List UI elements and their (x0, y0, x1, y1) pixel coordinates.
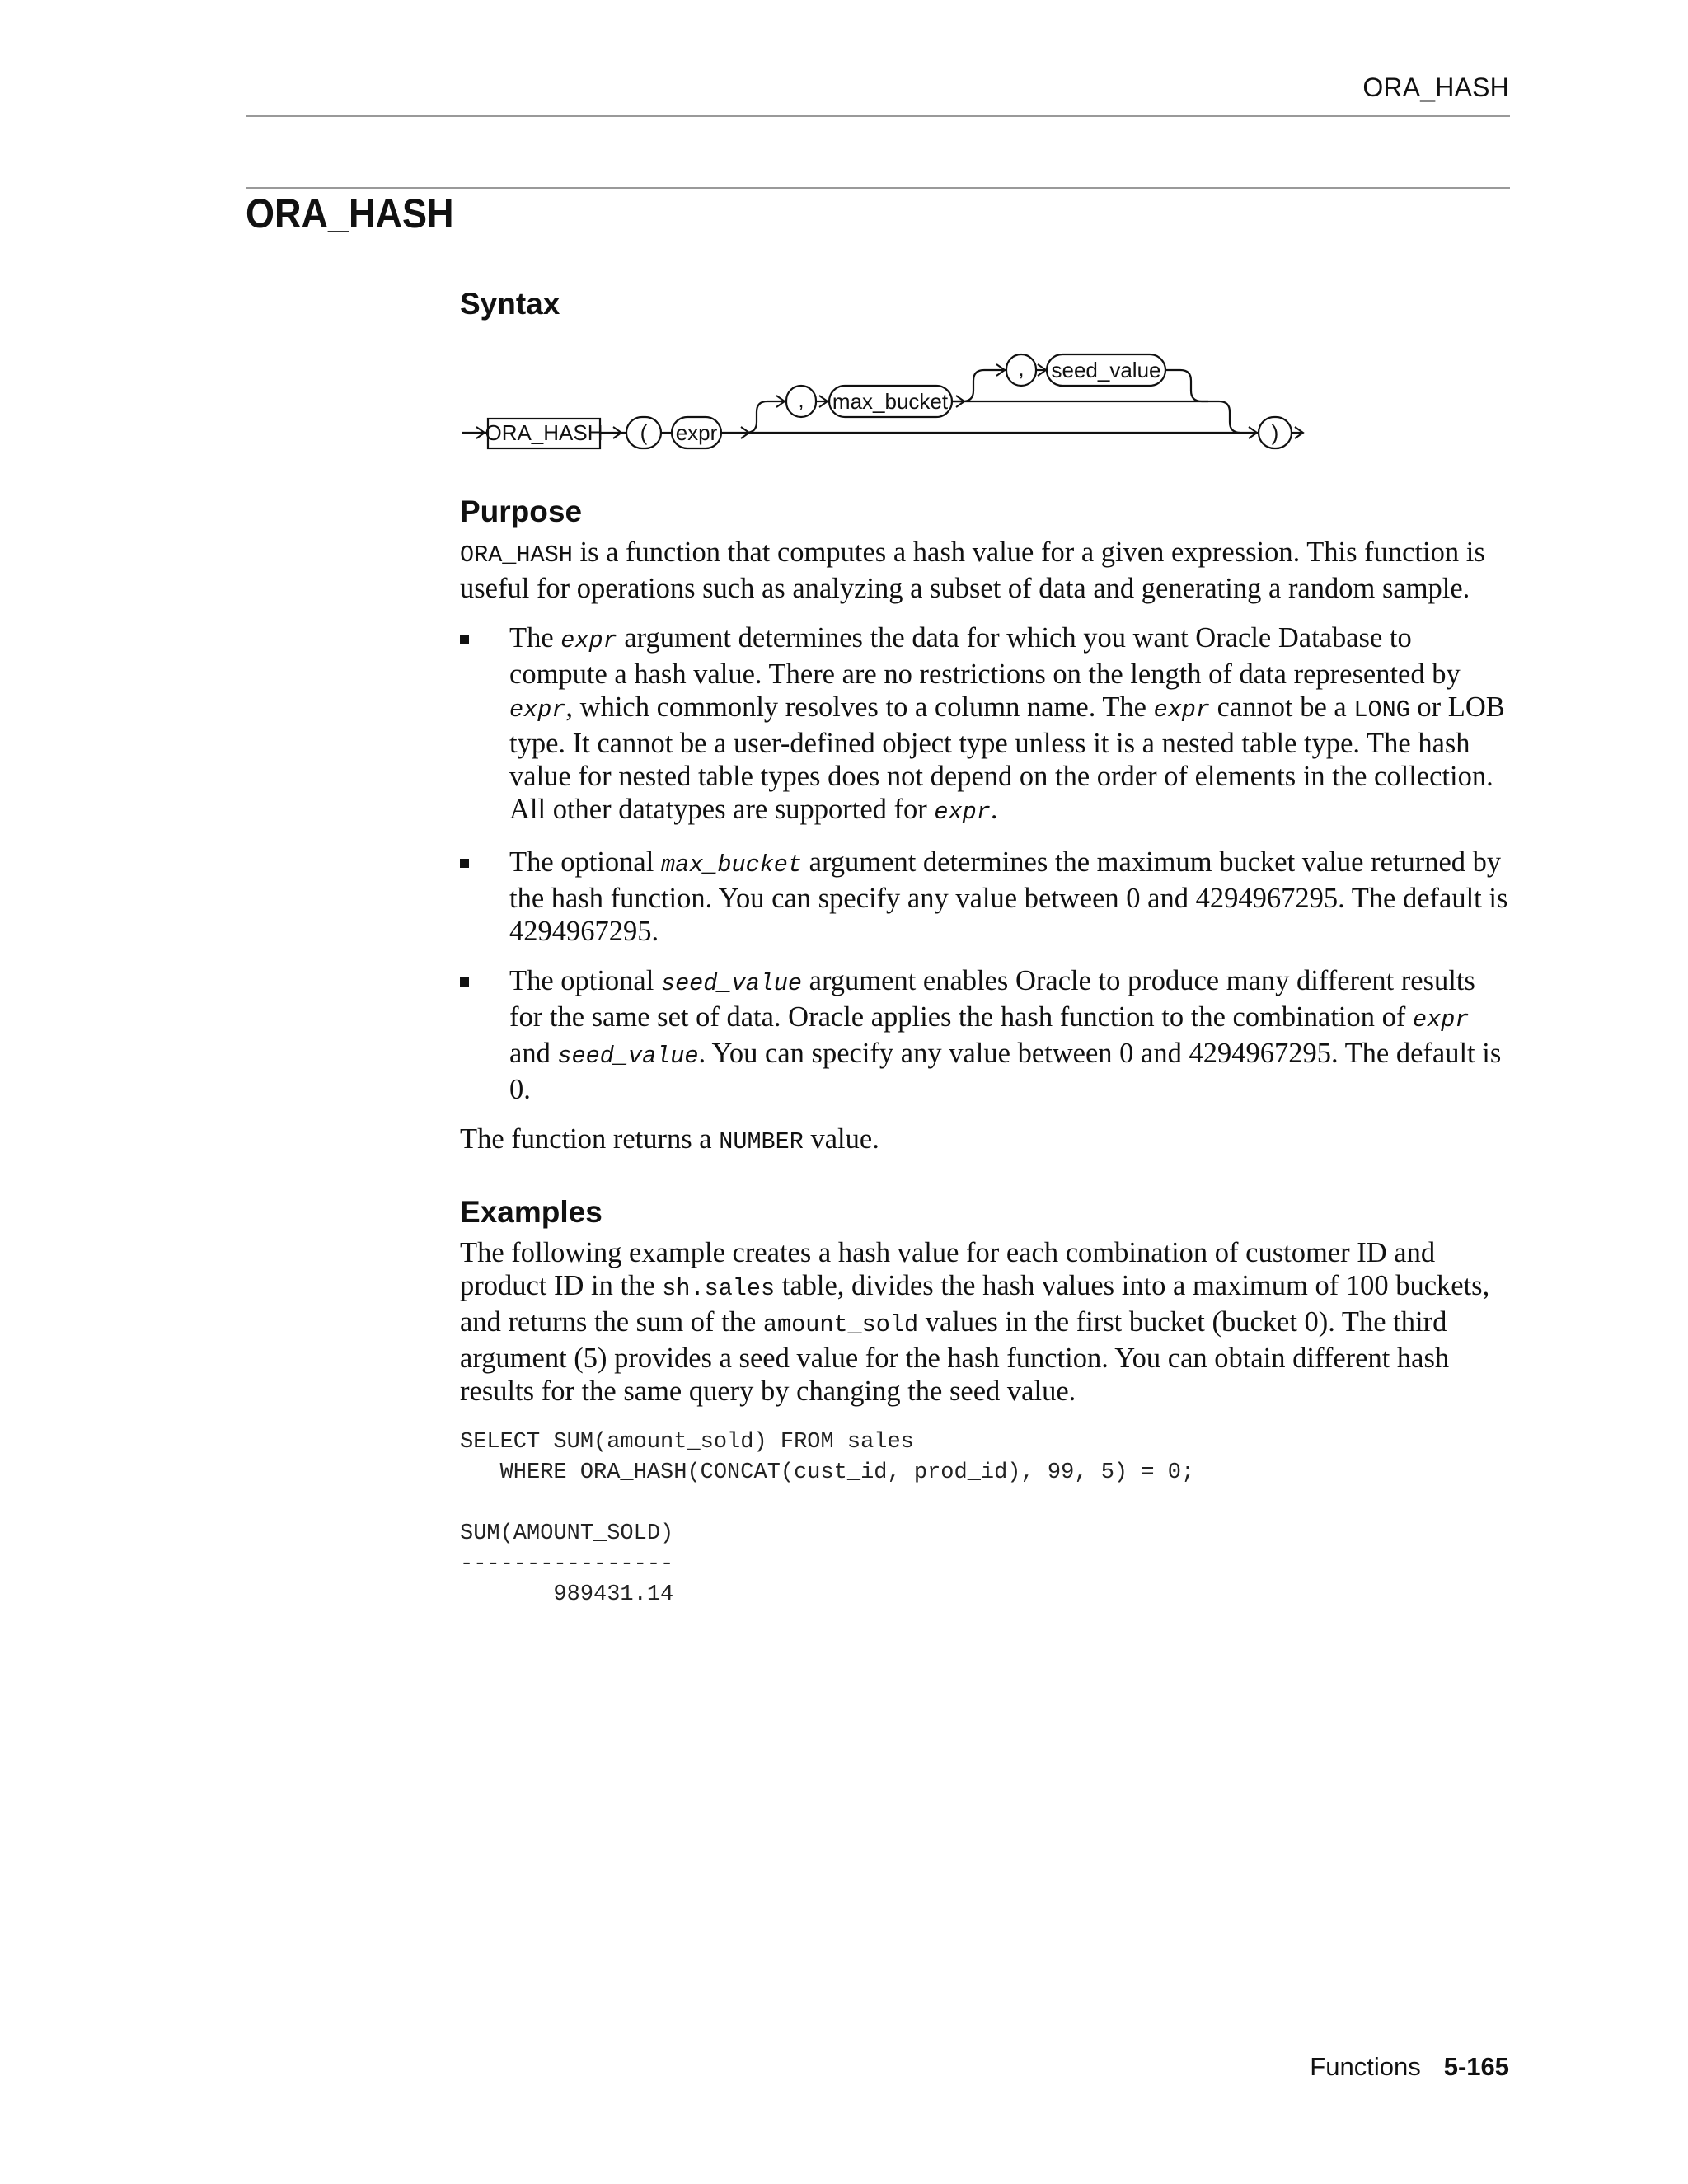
diagram-comma-1: , (798, 387, 804, 412)
footer-section: Functions (1310, 2052, 1421, 2081)
page-footer (1310, 2052, 1509, 2082)
return-type-text: The function returns a NUMBER value. (460, 1123, 879, 1155)
diagram-open-paren: ( (640, 420, 648, 445)
code-example: SELECT SUM(amount_sold) FROM sales WHERE ORA_HASH(CONCAT(cust_id, prod_id), 99, 5) = 0; SUM(AMOUNT_SOLD) ---------------- 989431.14 (460, 1430, 1195, 1607)
examples-section (460, 1236, 1510, 1408)
argument-list (460, 621, 1510, 1106)
page-number: 5-165 (1443, 2052, 1509, 2081)
page-title: ORA_HASH (246, 190, 454, 237)
diagram-function-label: ORA_HASH (485, 420, 603, 445)
diagram-max-bucket-label: max_bucket (832, 389, 949, 414)
bullet-square (460, 635, 469, 644)
diagram-seed-value-label: seed_value (1051, 358, 1161, 382)
syntax-diagram (0, 0, 1688, 494)
syntax-heading: Syntax (460, 287, 560, 321)
purpose-section (460, 536, 1510, 1159)
list-item: The optional seed_value argument enables Oracle to produce many different results for the same set of data. Oracle applies the hash function to the combination of expr and seed_value. You can specify any value between 0 and 4294967295. The default is 0. (460, 964, 1510, 1106)
diagram-comma-2: , (1018, 356, 1025, 381)
examples-heading: Examples (460, 1195, 603, 1229)
bullet-square (460, 977, 469, 987)
purpose-intro: ORA_HASH is a function that computes a hash value for a given expression. This function is useful for operations such as analyzing a subset of data and generating a random sample. (460, 537, 1485, 604)
list-item: The expr argument determines the data for which you want Oracle Database to compute a hash value. There are no restrictions on the length of data represented by expr, which commonly resolves to a column name. The expr cannot be a LONG or LOB type. It cannot be a user-defined object type unless it is a nested table type. The hash value for nested table types does not depend on the order of elements in the collection. All other datatypes are supported for expr. (460, 621, 1510, 829)
diagram-close-paren: ) (1271, 420, 1279, 445)
list-item: The optional max_bucket argument determines the maximum bucket value returned by the hash function. You can specify any value between 0 and 4294967295. The default is 4294967295. (460, 846, 1510, 948)
diagram-expr-label: expr (675, 420, 718, 445)
running-header: ORA_HASH (1362, 73, 1509, 102)
examples-paragraph: The following example creates a hash value for each combination of customer ID and product ID in the sh.sales table, divides the hash values into a maximum of 100 buckets, and returns the sum of the amount_sold values in the first bucket (bucket 0). The third argument (5) provides a seed value for the hash function. You can obtain different hash results for the same query by changing the seed value. (460, 1237, 1490, 1407)
bullet-square (460, 859, 469, 868)
purpose-heading: Purpose (460, 494, 583, 528)
